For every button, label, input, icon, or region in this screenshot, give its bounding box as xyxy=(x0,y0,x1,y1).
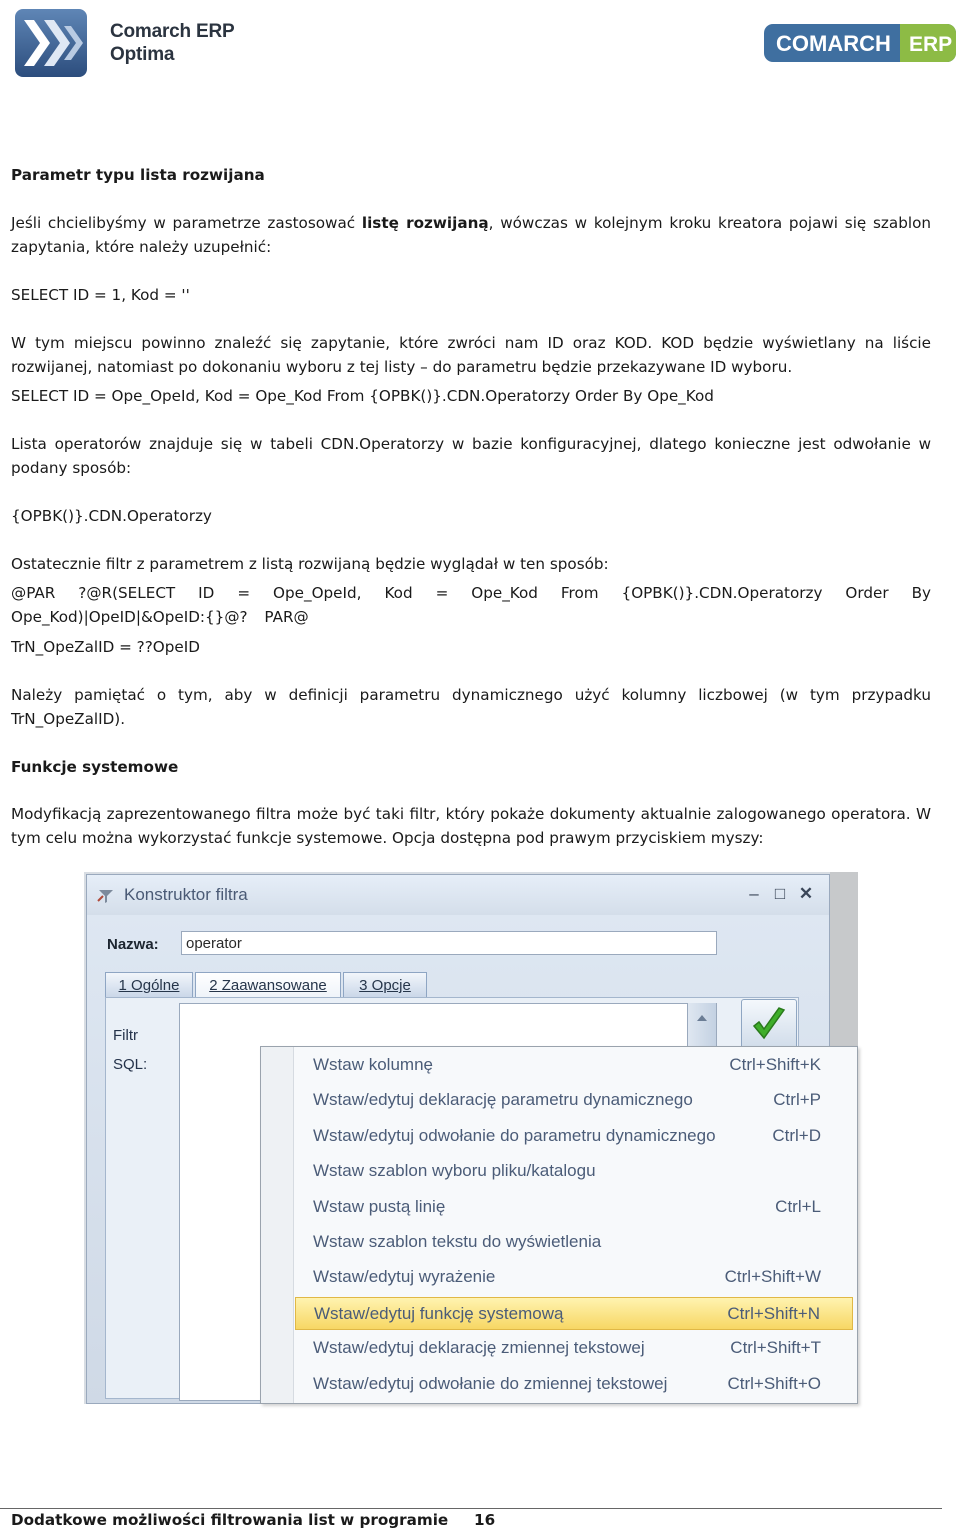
brand-name xyxy=(110,20,235,66)
context-menu-item[interactable] xyxy=(295,1297,853,1330)
table-reference: {OPBK()}.CDN.Operatorzy xyxy=(11,507,212,525)
context-menu-item[interactable] xyxy=(295,1226,853,1259)
checkmark-icon xyxy=(742,1000,796,1050)
editor-scrollbar[interactable] xyxy=(687,1003,716,1049)
window-title: Konstruktor filtra xyxy=(124,885,248,904)
context-menu-item-shortcut: Ctrl+D xyxy=(772,1125,821,1145)
paragraph-intro-end: , wówczas w kolejnym kroku kreatora pojawi się szablon zapytania, które należy uzupełnić: xyxy=(11,214,931,256)
page-number: 16 xyxy=(474,1511,496,1529)
context-menu-item-shortcut: Ctrl+Shift+O xyxy=(727,1373,821,1393)
tab-advanced[interactable]: 2 Zaawansowane xyxy=(195,972,341,998)
close-button[interactable]: ✕ xyxy=(798,884,814,903)
comarch-logo-icon xyxy=(14,8,88,78)
minimize-button[interactable]: – xyxy=(749,884,759,903)
brand-line-1: Comarch ERP xyxy=(110,21,235,42)
section-heading-system-functions: Funkcje systemowe xyxy=(11,758,179,776)
name-label: Nazwa: xyxy=(107,936,159,953)
context-menu-item-shortcut: Ctrl+Shift+W xyxy=(724,1267,821,1287)
maximize-button[interactable]: □ xyxy=(774,884,786,903)
footer-divider xyxy=(0,1508,942,1509)
comarch-erp-logo-icon xyxy=(764,24,956,62)
context-menu-item[interactable] xyxy=(295,1049,853,1082)
context-menu-item-label: Wstaw/edytuj deklarację zmiennej tekstowej xyxy=(313,1338,645,1358)
filter-sql-label xyxy=(113,1021,147,1079)
context-menu-item-label: Wstaw/edytuj deklarację parametru dynamicznego xyxy=(313,1090,693,1110)
brand-line-2: Optima xyxy=(110,44,175,65)
filter-label-line-2: SQL: xyxy=(113,1056,148,1073)
window-titlebar xyxy=(87,875,829,915)
query-example: SELECT ID = Ope_OpeId, Kod = Ope_Kod From {OPBK()}.CDN.Operatorzy Order By Ope_Kod xyxy=(11,387,714,405)
confirm-button[interactable] xyxy=(741,999,797,1051)
context-menu-item-label: Wstaw/edytuj odwołanie do parametru dynamicznego xyxy=(313,1125,716,1145)
context-menu-item[interactable] xyxy=(295,1191,853,1224)
tab-general[interactable]: 1 Ogólne xyxy=(105,972,193,998)
paragraph-system-functions: Modyfikacją zaprezentowanego filtra może być taki filtr, który pokaże dokumenty aktualnie zalogowanego operatora. W tym celu można wykorzystać funkcje systemowe. Opcja dostępna pod prawym przyciskiem myszy: xyxy=(11,805,931,847)
filter-label-line-1: Filtr xyxy=(113,1027,138,1044)
context-menu-item-shortcut: Ctrl+Shift+K xyxy=(729,1055,821,1074)
context-menu-item-shortcut: Ctrl+L xyxy=(775,1196,821,1216)
context-menu-item[interactable] xyxy=(295,1155,853,1188)
name-input[interactable]: operator xyxy=(181,931,717,955)
context-menu-item-label: Wstaw kolumnę xyxy=(313,1055,433,1074)
paragraph-operators-table: Lista operatorów znajduje się w tabeli CDN.Operatorzy w bazie konfiguracyjnej, dlatego konieczne jest odwołanie w podany sposób: xyxy=(11,435,931,477)
context-menu-item[interactable] xyxy=(295,1261,853,1294)
context-menu-item-label: Wstaw szablon wyboru pliku/katalogu xyxy=(313,1161,596,1181)
filter-condition: TrN_OpeZalID = ??OpeID xyxy=(11,638,200,656)
page-header xyxy=(0,0,960,90)
paragraph-intro-bold: listę rozwijaną xyxy=(361,214,489,232)
context-menu-item-shortcut: Ctrl+P xyxy=(773,1090,821,1110)
query-template: SELECT ID = 1, Kod = '' xyxy=(11,286,190,304)
context-menu-item-label: Wstaw szablon tekstu do wyświetlenia xyxy=(313,1232,602,1251)
context-menu-item-label: Wstaw/edytuj wyrażenie xyxy=(313,1267,496,1287)
context-menu-item[interactable] xyxy=(295,1084,853,1117)
tab-options[interactable]: 3 Opcje xyxy=(343,972,427,998)
paragraph-intro xyxy=(11,211,931,259)
context-menu xyxy=(260,1046,858,1404)
paragraph-intro-start: Jeśli chcielibyśmy w parametrze zastosować xyxy=(11,214,362,232)
context-menu-item[interactable] xyxy=(295,1120,853,1153)
footer-title: Dodatkowe możliwości filtrowania list w programie xyxy=(11,1511,449,1529)
filter-tool-icon xyxy=(97,887,115,905)
scroll-up-icon[interactable] xyxy=(688,1003,716,1049)
context-menu-item[interactable] xyxy=(295,1368,853,1401)
paragraph-final-filter: Ostatecznie filtr z parametrem z listą rozwijaną będzie wyglądał w ten sposób: xyxy=(11,555,609,573)
section-heading-dropdown: Parametr typu lista rozwijana xyxy=(11,166,265,184)
paragraph-query-explanation: W tym miejscu powinno znaleźć się zapytanie, które zwróci nam ID oraz KOD. KOD będzie wyświetlany na liście rozwijanej, natomiast po dokonaniu wyboru z tej listy – do parametru będzie przekazywane ID wyboru. xyxy=(11,334,931,376)
context-menu-icon-gutter xyxy=(261,1047,294,1403)
context-menu-item-label: Wstaw/edytuj odwołanie do zmiennej tekstowej xyxy=(313,1373,668,1393)
paragraph-numeric-column-note: Należy pamiętać o tym, aby w definicji parametru dynamicznego użyć kolumny liczbowej (w tym przypadku TrN_OpeZalID). xyxy=(11,686,931,728)
logo-main-text: COMARCH xyxy=(776,31,891,56)
logo-tag-text: ERP xyxy=(909,33,953,56)
context-menu-item[interactable] xyxy=(295,1332,853,1365)
context-menu-item-label: Wstaw/edytuj funkcję systemową xyxy=(314,1303,564,1323)
context-menu-item-shortcut: Ctrl+Shift+N xyxy=(727,1303,820,1323)
context-menu-item-shortcut: Ctrl+Shift+T xyxy=(730,1338,821,1358)
context-menu-item-label: Wstaw pustą linię xyxy=(313,1196,446,1216)
final-filter-code: @PAR ?@R(SELECT ID = Ope_OpeId, Kod = Ope_Kod From {OPBK()}.CDN.Operatorzy Order By Ope_Kod)|OpeID|&OpeID:{}@? PAR@ xyxy=(11,584,931,626)
